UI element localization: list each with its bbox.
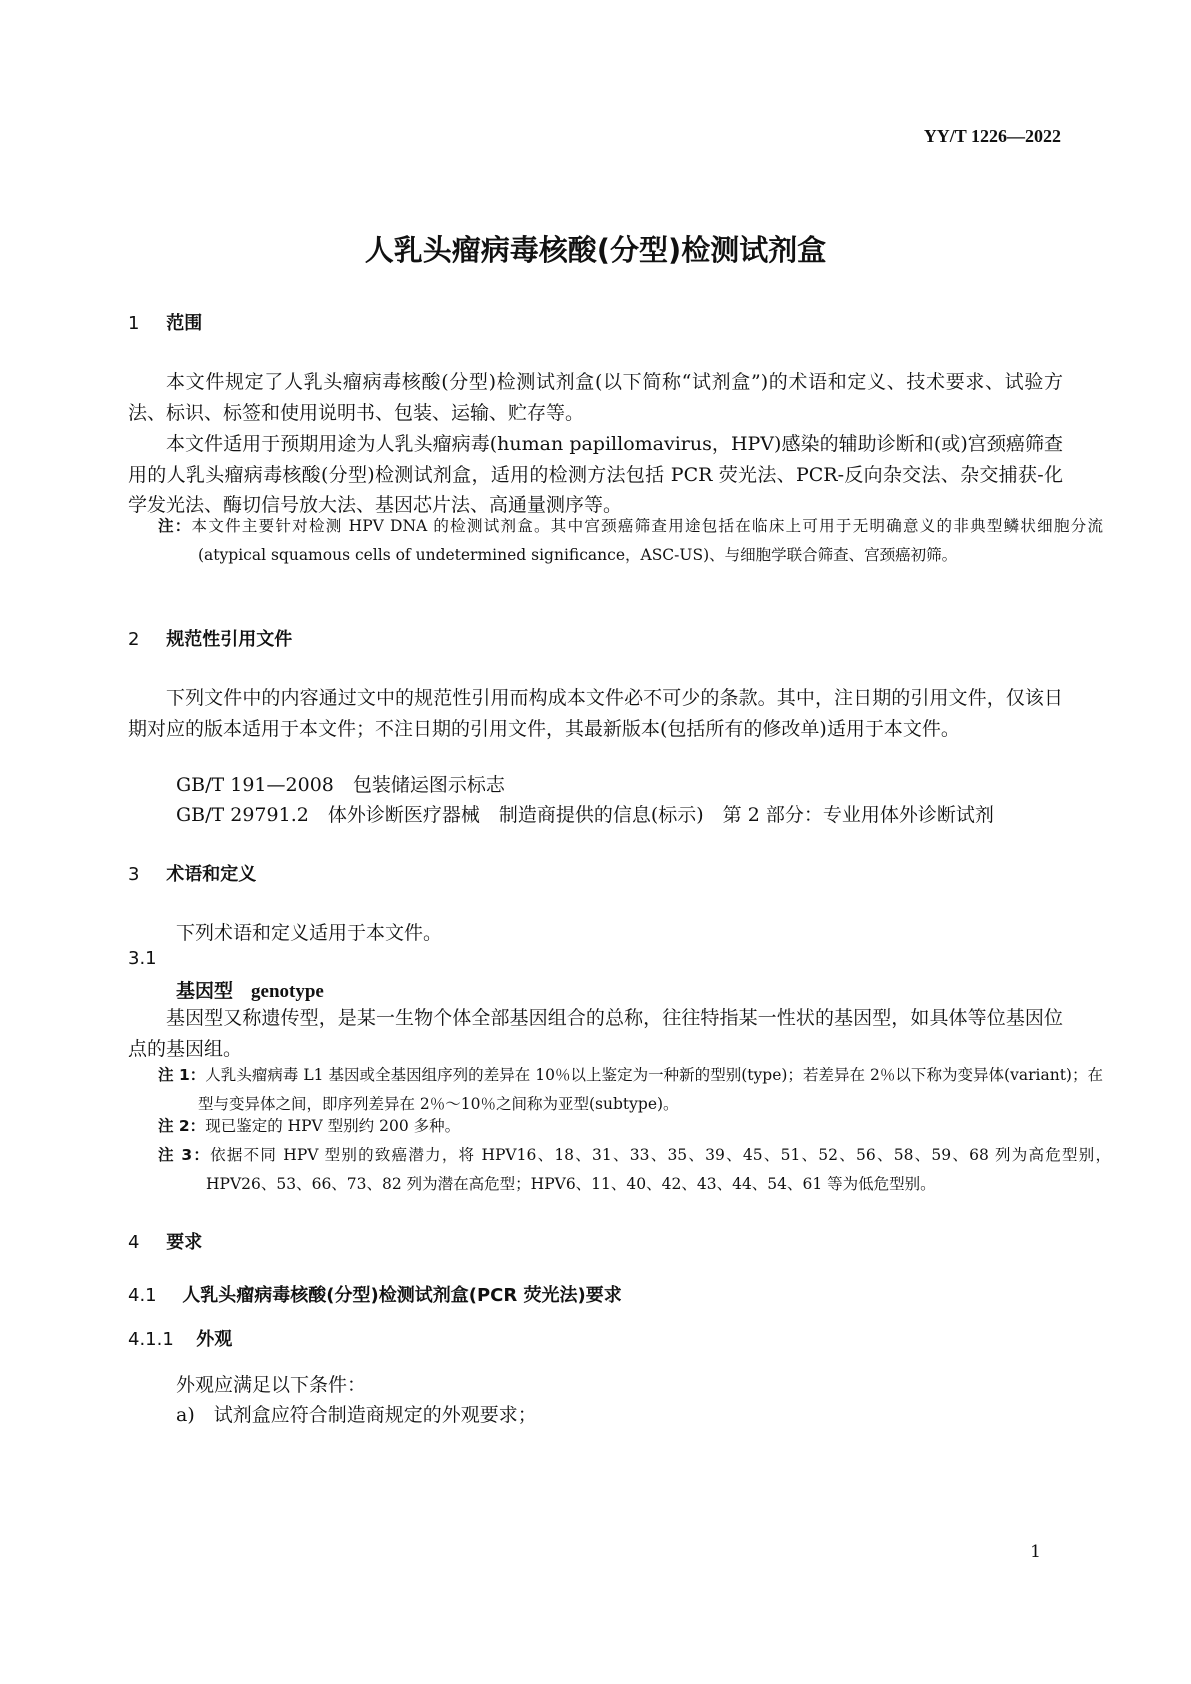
note-text: 本文件主要针对检测 HPV DNA 的检测试剂盒。其中宫颈癌筛查用途包括在临床上可用于无明确意义的非典型鳞状细胞分流(atypical squamous cells of undetermined significance，ASC-US)、与细胞学联合筛查、宫颈癌初筛。 <box>191 517 1103 564</box>
term-english: genotype <box>251 981 324 1002</box>
document-title: 人乳头瘤病毒核酸(分型)检测试剂盒 <box>364 233 827 267</box>
term-entry <box>176 976 324 1003</box>
appearance-intro: 外观应满足以下条件： <box>176 1374 367 1396</box>
note-label: 注： <box>158 517 192 535</box>
section-3-heading <box>128 860 256 886</box>
term-note-1 <box>158 1061 1103 1119</box>
term-note-2 <box>158 1112 1103 1141</box>
note-text: 依据不同 HPV 型别的致癌潜力，将 HPV16、18、31、33、35、39、45、51、52、56、58、59、68 列为高危型别，HPV26、53、66、73、82 列为潜在高危型；HPV6、11、40、42、43、44、54、61 等为低危型别。 <box>206 1146 1111 1193</box>
section-number: 1 <box>128 313 140 334</box>
section-title: 范围 <box>166 313 203 334</box>
scope-paragraph-1: 本文件规定了人乳头瘤病毒核酸(分型)检测试剂盒(以下简称“试剂盒”)的术语和定义、技术要求、试验方法、标识、标签和使用说明书、包装、运输、贮存等。 <box>128 371 1063 424</box>
section-1-heading <box>128 309 202 335</box>
section-title: 术语和定义 <box>166 864 257 885</box>
appearance-item-a: a) 试剂盒应符合制造商规定的外观要求； <box>176 1404 537 1426</box>
reference-gbt-191: GB/T 191—2008 包装储运图示标志 <box>176 774 505 796</box>
section-4-heading <box>128 1228 202 1254</box>
note-label: 注 3： <box>158 1146 211 1164</box>
section-title: 规范性引用文件 <box>166 629 293 650</box>
section-2-heading <box>128 625 292 651</box>
scope-note <box>158 512 1103 570</box>
section-title: 外观 <box>196 1329 233 1350</box>
note-label: 注 2： <box>158 1117 206 1135</box>
terms-intro: 下列术语和定义适用于本文件。 <box>176 922 443 944</box>
note-label: 注 1： <box>158 1066 206 1084</box>
term-note-3 <box>158 1141 1111 1199</box>
section-number: 4.1.1 <box>128 1329 174 1350</box>
section-number: 4 <box>128 1232 140 1253</box>
section-number: 2 <box>128 629 140 650</box>
term-chinese: 基因型 <box>176 980 234 1002</box>
note-text: 人乳头瘤病毒 L1 基因或全基因组序列的差异在 10％以上鉴定为一种新的型别(type)；若差异在 2％以下称为变异体(variant)；在型与变异体之间，即序列差异在 2％～10％之间称为亚型(subtype)。 <box>198 1066 1103 1113</box>
section-number: 3 <box>128 864 140 885</box>
section-title: 要求 <box>166 1232 203 1253</box>
note-text: 现已鉴定的 HPV 型别约 200 多种。 <box>205 1117 461 1135</box>
term-number: 3.1 <box>128 948 157 969</box>
subsection-4-1-1-heading <box>128 1325 232 1351</box>
term-definition: 基因型又称遗传型，是某一生物个体全部基因组合的总称，往往特指某一性状的基因型，如具体等位基因位点的基因组。 <box>128 1007 1063 1060</box>
standard-number: YY/T 1226—2022 <box>923 126 1061 146</box>
scope-paragraph-2: 本文件适用于预期用途为人乳头瘤病毒(human papillomavirus，HPV)感染的辅助诊断和(或)宫颈癌筛查用的人乳头瘤病毒核酸(分型)检测试剂盒，适用的检测方法包括 PCR 荧光法、PCR-反向杂交法、杂交捕获-化学发光法、酶切信号放大法、基因芯片法、高通量测序等。 <box>128 433 1063 516</box>
subsection-4-1-heading <box>128 1281 622 1307</box>
references-paragraph: 下列文件中的内容通过文中的规范性引用而构成本文件必不可少的条款。其中，注日期的引用文件，仅该日期对应的版本适用于本文件；不注日期的引用文件，其最新版本(包括所有的修改单)适用于本文件。 <box>128 687 1063 740</box>
section-title: 人乳头瘤病毒核酸(分型)检测试剂盒(PCR 荧光法)要求 <box>182 1285 622 1306</box>
reference-gbt-29791-2: GB/T 29791.2 体外诊断医疗器械 制造商提供的信息(标示) 第 2 部分：专业用体外诊断试剂 <box>176 804 994 826</box>
page-number: 1 <box>1030 1542 1041 1562</box>
section-number: 4.1 <box>128 1285 157 1306</box>
